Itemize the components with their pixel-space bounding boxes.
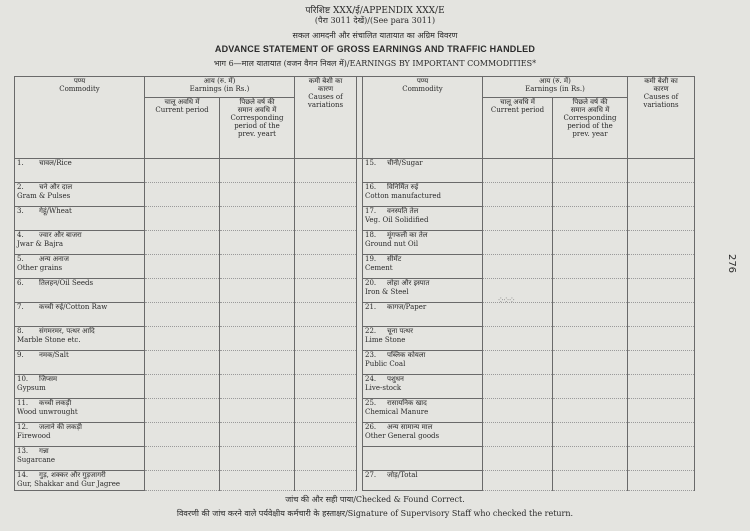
commodity-cell-right — [363, 207, 483, 231]
causes-cell — [628, 279, 695, 303]
causes-cell — [295, 399, 357, 423]
row-number: 21. — [365, 303, 377, 311]
current-period-cell — [483, 279, 553, 303]
corresponding-period-cell — [220, 255, 295, 279]
commodity-name: ज्वार और बाजरा Jwar & Bajra — [17, 231, 82, 248]
corresponding-period-cell — [553, 327, 628, 351]
corresponding-period-cell — [220, 303, 295, 327]
commodity-cell-left — [15, 351, 145, 375]
commodity-cell-right — [363, 255, 483, 279]
commodity-name: जोड़/Total — [387, 471, 418, 479]
causes-cell — [295, 327, 357, 351]
causes-cell — [295, 447, 357, 471]
earnings-header-left: आय (रु. में) Earnings (in Rs.) — [145, 77, 295, 98]
causes-cell — [628, 159, 695, 183]
commodity-cell-right — [363, 327, 483, 351]
corresponding-period-cell — [220, 231, 295, 255]
row-number: 7. — [17, 303, 24, 311]
table-row — [15, 423, 695, 447]
corresponding-period-cell — [220, 207, 295, 231]
commodity-cell-right — [363, 399, 483, 423]
corresponding-period-cell — [220, 351, 295, 375]
commodity-name: चूना पत्थर Lime Stone — [365, 327, 413, 344]
row-number: 6. — [17, 279, 24, 287]
corresponding-period-cell — [220, 183, 295, 207]
current-period-cell — [483, 231, 553, 255]
row-number: 23. — [365, 351, 377, 359]
current-period-cell — [145, 231, 220, 255]
causes-cell — [295, 279, 357, 303]
corresponding-period-cell — [553, 423, 628, 447]
table-row — [15, 279, 695, 303]
commodity-name: गेहूं/Wheat — [39, 207, 72, 215]
current-period-cell — [483, 447, 553, 471]
commodity-cell-right — [363, 471, 483, 491]
table-row — [15, 303, 695, 327]
current-period-header-right: चालू अवधि में Current period — [483, 98, 553, 159]
row-number: 17. — [365, 207, 377, 215]
causes-cell — [628, 255, 695, 279]
corresponding-period-cell — [553, 255, 628, 279]
commodity-name: कागज/Paper — [387, 303, 427, 311]
current-period-cell — [145, 255, 220, 279]
row-number: 4. — [17, 231, 24, 239]
commodity-cell-right — [363, 423, 483, 447]
corresponding-period-cell — [220, 423, 295, 447]
row-number: 8. — [17, 327, 24, 335]
commodity-cell-left — [15, 279, 145, 303]
current-period-cell — [483, 207, 553, 231]
table-row — [15, 183, 695, 207]
corresponding-period-cell — [220, 375, 295, 399]
causes-cell — [295, 231, 357, 255]
commodity-cell-left — [15, 327, 145, 351]
corresponding-period-cell — [553, 231, 628, 255]
commodity-name: चने और दाल Gram & Pulses — [17, 183, 73, 200]
commodity-name: पशुधन Live-stock — [365, 375, 404, 392]
causes-cell — [295, 255, 357, 279]
table-row — [15, 159, 695, 183]
corresponding-period-cell — [553, 303, 628, 327]
commodity-cell-right — [363, 303, 483, 327]
commodity-name: वनस्पति तेल Veg. Oil Solidified — [365, 207, 429, 224]
corresponding-period-cell — [553, 159, 628, 183]
row-number: 10. — [17, 375, 29, 383]
causes-cell — [295, 207, 357, 231]
table-row — [15, 327, 695, 351]
causes-cell — [295, 183, 357, 207]
causes-header-left: कमी बेशी का कारण Causes of variations — [295, 77, 357, 159]
current-period-cell — [145, 471, 220, 491]
commodity-header-left: पण्य Commodity — [15, 77, 145, 159]
commodity-name: जिप्सम Gypsum — [17, 375, 58, 392]
commodity-cell-right — [363, 447, 483, 471]
hindi-title: सकल आमदनी और संचालित यातायात का अग्रिम विवरण — [292, 31, 458, 40]
causes-cell — [628, 447, 695, 471]
causes-cell — [295, 375, 357, 399]
corresponding-period-cell — [553, 471, 628, 491]
para-reference: (पैरा 3011 देखें)/(See para 3011) — [314, 16, 436, 25]
corresponding-period-cell — [220, 399, 295, 423]
commodity-cell-left — [15, 303, 145, 327]
current-period-cell — [483, 399, 553, 423]
corresponding-period-header-left: पिछले वर्ष की समान अवधि में Corresponding period of the prev. yeart — [220, 98, 295, 159]
current-period-cell — [145, 279, 220, 303]
commodity-cell-left — [15, 375, 145, 399]
corresponding-period-cell — [220, 327, 295, 351]
table-row — [15, 351, 695, 375]
commodity-cell-left — [15, 207, 145, 231]
ink-smudge: ⁘⁘⁘ — [497, 296, 514, 306]
table-row — [15, 399, 695, 423]
causes-cell — [628, 399, 695, 423]
causes-cell — [295, 159, 357, 183]
checked-found-correct: जांच की और सही पाया/Checked & Found Correct. — [285, 495, 465, 504]
current-period-header-left: चालू अवधि में Current period — [145, 98, 220, 159]
table-row — [15, 255, 695, 279]
row-number: 2. — [17, 183, 24, 191]
current-period-cell — [145, 423, 220, 447]
table-row — [15, 207, 695, 231]
commodity-name: चावल/Rice — [39, 159, 72, 167]
current-period-cell — [483, 303, 553, 327]
causes-cell — [628, 207, 695, 231]
row-number: 27. — [365, 471, 377, 479]
part-subtitle: भाग 6—माल यातायात (वजन वैगन निवल में)/EARNINGS BY IMPORTANT COMMODITIES* — [213, 59, 537, 68]
corresponding-period-cell — [220, 447, 295, 471]
row-number: 16. — [365, 183, 377, 191]
commodity-cell-left — [15, 159, 145, 183]
commodity-name: गन्ना Sugarcane — [17, 447, 56, 464]
causes-header-right: कमी बेशी का कारण Causes of variations — [628, 77, 695, 159]
commodity-cell-right — [363, 159, 483, 183]
commodity-name: नमक/Salt — [39, 351, 69, 359]
causes-cell — [295, 351, 357, 375]
current-period-cell — [483, 423, 553, 447]
commodity-cell-left — [15, 423, 145, 447]
row-number: 3. — [17, 207, 24, 215]
current-period-cell — [483, 255, 553, 279]
commodity-name: कच्ची लकड़ी Wood unwrought — [17, 399, 78, 416]
commodity-cell-right — [363, 279, 483, 303]
corresponding-period-cell — [220, 159, 295, 183]
commodity-header-right: पण्य Commodity — [363, 77, 483, 159]
commodity-cell-right — [363, 231, 483, 255]
commodity-cell-left — [15, 399, 145, 423]
commodity-name: पब्लिक कोयला Public Coal — [365, 351, 426, 368]
causes-cell — [628, 327, 695, 351]
current-period-cell — [145, 375, 220, 399]
row-number: 13. — [17, 447, 29, 455]
corresponding-period-header-right: पिछले वर्ष की समान अवधि में Corresponding period of the prev. year — [553, 98, 628, 159]
row-number: 15. — [365, 159, 377, 167]
commodity-cell-right — [363, 351, 483, 375]
commodity-name: विनिर्मित रुई Cotton manufactured — [365, 183, 441, 200]
commodity-name: चीनी/Sugar — [387, 159, 423, 167]
commodity-name: जलाने की लकड़ी Firewood — [17, 423, 82, 440]
commodity-cell-left — [15, 231, 145, 255]
causes-cell — [295, 423, 357, 447]
corresponding-period-cell — [553, 207, 628, 231]
commodity-cell-right — [363, 375, 483, 399]
supervisor-signature-line: विवरणी की जांच करने वाले पर्यवेक्षीय कर्मचारी के हस्ताक्षर/Signature of Supervisory Staff who checked the return. — [176, 509, 574, 518]
causes-cell — [628, 303, 695, 327]
current-period-cell — [483, 159, 553, 183]
causes-cell — [628, 231, 695, 255]
corresponding-period-cell — [553, 183, 628, 207]
current-period-cell — [145, 327, 220, 351]
commodity-name: अन्य सामान्य माल Other General goods — [365, 423, 440, 440]
page-number: 276 — [726, 253, 738, 274]
commodity-name: सीमेंट Cement — [365, 255, 402, 272]
commodity-cell-left — [15, 471, 145, 491]
appendix-title: परिशिष्ट XXX/ई/APPENDIX XXX/E — [305, 6, 445, 16]
current-period-cell — [483, 183, 553, 207]
current-period-cell — [145, 183, 220, 207]
table-row — [15, 375, 695, 399]
current-period-cell — [145, 207, 220, 231]
causes-cell — [295, 471, 357, 491]
causes-cell — [628, 351, 695, 375]
current-period-cell — [145, 447, 220, 471]
commodity-name: अन्य अनाज Other grains — [17, 255, 69, 272]
corresponding-period-cell — [553, 399, 628, 423]
commodity-name: रासायनिक खाद Chemical Manure — [365, 399, 429, 416]
current-period-cell — [145, 159, 220, 183]
row-number: 12. — [17, 423, 29, 431]
corresponding-period-cell — [220, 471, 295, 491]
row-number: 11. — [17, 399, 29, 407]
table-row — [15, 447, 695, 471]
current-period-cell — [145, 399, 220, 423]
current-period-cell — [145, 351, 220, 375]
commodity-name: मूंगफली का तेल Ground nut Oil — [365, 231, 428, 248]
commodity-name: संगमरमर, पत्थर आदि Marble Stone etc. — [17, 327, 95, 344]
causes-cell — [628, 423, 695, 447]
row-number: 19. — [365, 255, 377, 263]
current-period-cell — [483, 351, 553, 375]
causes-cell — [628, 375, 695, 399]
table-row — [15, 471, 695, 491]
corresponding-period-cell — [553, 375, 628, 399]
corresponding-period-cell — [220, 279, 295, 303]
row-number: 5. — [17, 255, 24, 263]
corresponding-period-cell — [553, 447, 628, 471]
row-number: 9. — [17, 351, 24, 359]
current-period-cell — [145, 303, 220, 327]
table-row — [15, 231, 695, 255]
commodity-cell-left — [15, 447, 145, 471]
causes-cell — [628, 471, 695, 491]
row-number: 18. — [365, 231, 377, 239]
row-number: 14. — [17, 471, 29, 479]
causes-cell — [628, 183, 695, 207]
english-title: ADVANCE STATEMENT OF GROSS EARNINGS AND TRAFFIC HANDLED — [214, 44, 536, 54]
commodity-cell-left — [15, 255, 145, 279]
earnings-table — [14, 76, 695, 491]
corresponding-period-cell — [553, 279, 628, 303]
row-number: 26. — [365, 423, 377, 431]
current-period-cell — [483, 327, 553, 351]
current-period-cell — [483, 471, 553, 491]
row-number: 24. — [365, 375, 377, 383]
row-number: 25. — [365, 399, 377, 407]
earnings-header-right: आय (रु. में) Earnings (in Rs.) — [483, 77, 628, 98]
commodity-name: गुड़, शक्कर और गुड़जागरी Gur, Shakkar and Gur Jagree — [17, 471, 120, 488]
commodity-name: कच्ची रुई/Cotton Raw — [39, 303, 108, 311]
causes-cell — [295, 303, 357, 327]
row-number: 22. — [365, 327, 377, 335]
commodity-cell-left — [15, 183, 145, 207]
commodity-name: तिलहन/Oil Seeds — [39, 279, 94, 287]
row-number: 20. — [365, 279, 377, 287]
corresponding-period-cell — [553, 351, 628, 375]
commodity-name: लोहा और इस्पात Iron & Steel — [365, 279, 430, 296]
current-period-cell — [483, 375, 553, 399]
row-number: 1. — [17, 159, 24, 167]
commodity-cell-right — [363, 183, 483, 207]
